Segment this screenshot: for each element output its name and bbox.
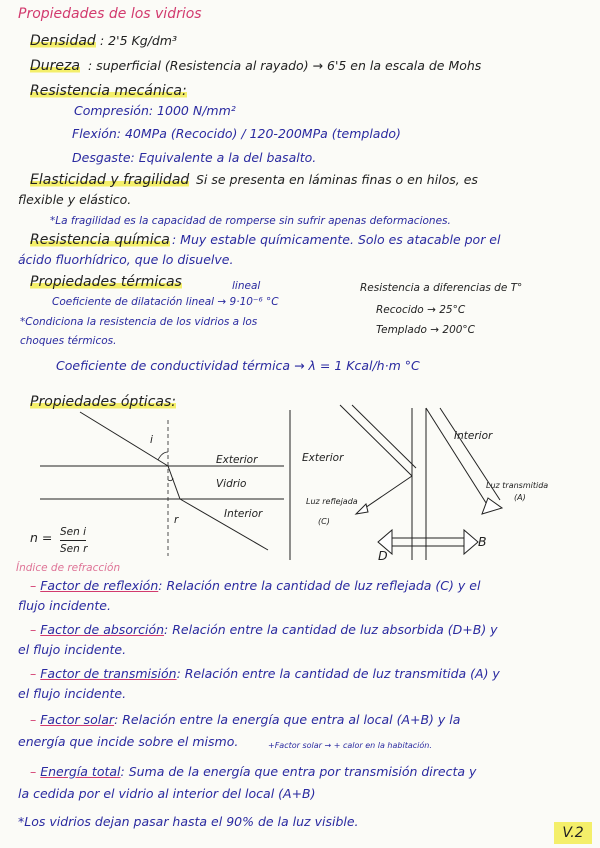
version-badge: V.2	[554, 822, 592, 844]
indice-label: Índice de refracción	[16, 562, 121, 574]
exterior-label-2: Exterior	[302, 452, 344, 464]
densidad-value: : 2'5 Kg/dm³	[100, 33, 177, 48]
compresion-text: Compresión: 1000 N/mm²	[74, 103, 236, 118]
condiciona-text-1: *Condiciona la resistencia de los vidrios a los	[20, 316, 258, 328]
resistencia-quimica-text-1: : Muy estable químicamente. Solo es atacable por el	[172, 232, 501, 247]
factor-absorcion-label: Factor de absorción	[40, 622, 165, 637]
termicas-label: Propiedades térmicas	[30, 274, 182, 290]
factor-solar-text-2: energía que incide sobre el mismo.	[18, 734, 239, 749]
dilatacion-note: lineal	[232, 280, 261, 292]
formula-denominator: Sen r	[60, 543, 88, 555]
label-d: D	[378, 548, 388, 563]
energia-total-label: Energía total	[40, 764, 121, 779]
transmitted-beam-1	[426, 408, 488, 506]
dureza-text: : superficial (Resistencia al rayado) → 6'5 en la escala de Mohs	[88, 58, 482, 73]
reflected-beam	[362, 476, 412, 510]
dureza-label: Dureza	[30, 58, 80, 74]
visible-light-note: *Los vidrios dejan pasar hasta el 90% de la luz visible.	[18, 814, 359, 829]
factor-solar-text: : Relación entre la energía que entra al local (A+B) y la	[114, 712, 461, 727]
factor-solar-line: – Factor solar: Relación entre la energía que entra al local (A+B) y la	[30, 712, 461, 727]
elasticidad-label: Elasticidad y fragilidad	[30, 172, 190, 188]
elasticidad-text-1: Si se presenta en láminas finas o en hilos, es	[196, 172, 478, 187]
factor-transmision-text-2: el flujo incidente.	[18, 686, 127, 701]
luz-transmitida-label: Luz transmitida	[486, 481, 549, 490]
flexion-text: Flexión: 40MPa (Recocido) / 120-200MPa (templado)	[72, 126, 401, 141]
angle-r-label: r	[174, 514, 179, 526]
luz-transmitida-a: (A)	[514, 493, 526, 502]
factor-absorcion-text-2: el flujo incidente.	[18, 642, 127, 657]
templado-text: Templado → 200°C	[376, 324, 476, 336]
formula-numerator: Sen i	[60, 524, 86, 541]
energia-total-line: – Energía total: Suma de la energía que entra por transmisión directa y	[30, 764, 477, 779]
desgaste-text: Desgaste: Equivalente a la del basalto.	[72, 150, 317, 165]
factor-absorcion-text: : Relación entre la cantidad de luz absorbida (D+B) y	[164, 622, 498, 637]
luz-reflejada-c: (C)	[318, 517, 330, 526]
resistencia-quimica-text-2: ácido fluorhídrico, que lo disuelve.	[18, 252, 234, 267]
label-b: B	[478, 534, 487, 549]
interior-label: Interior	[224, 508, 263, 520]
incident-beam-1	[340, 405, 412, 476]
page-title: Propiedades de los vidrios	[18, 6, 202, 22]
factor-reflexion-text: : Relación entre la cantidad de luz reflejada (C) y el	[158, 578, 481, 593]
vidrio-label: Vidrio	[216, 478, 247, 490]
luz-reflejada-label: Luz reflejada	[306, 497, 358, 506]
incident-ray	[80, 412, 168, 466]
recocido-text: Recocido → 25°C	[376, 304, 466, 316]
factor-transmision-text: : Relación entre la cantidad de luz transmitida (A) y	[176, 666, 500, 681]
incident-beam-2	[352, 405, 416, 468]
energia-total-text: : Suma de la energía que entra por transmisión directa y	[120, 764, 477, 779]
factor-absorcion-line: – Factor de absorción: Relación entre la cantidad de luz absorbida (D+B) y	[30, 622, 498, 637]
factor-transmision-label: Factor de transmisión	[40, 666, 177, 681]
resistencia-mecanica-label: Resistencia mecánica:	[30, 83, 187, 99]
densidad-label: Densidad	[30, 33, 96, 49]
fragilidad-note: *La fragilidad es la capacidad de romperse sin sufrir apenas deformaciones.	[50, 215, 451, 227]
factor-reflexion-text-2: flujo incidente.	[18, 598, 111, 613]
angle-i-label: i	[150, 434, 153, 446]
factor-reflexion-line: – Factor de reflexión: Relación entre la cantidad de luz reflejada (C) y el	[30, 578, 481, 593]
resistencia-quimica-label: Resistencia química	[30, 232, 170, 248]
interior-label-2: Interior	[454, 430, 493, 442]
factor-reflexion-label: Factor de reflexión	[40, 578, 159, 593]
resist-temp-title: Resistencia a diferencias de T°	[360, 282, 523, 294]
condiciona-text-2: choques térmicos.	[20, 335, 117, 347]
conductividad-text: Coeficiente de conductividad térmica → λ = 1 Kcal/h·m °C	[56, 358, 420, 373]
formula-n: n =	[30, 530, 53, 545]
opticas-label: Propiedades ópticas:	[30, 394, 176, 410]
dilatacion-text: Coeficiente de dilatación lineal → 9·10⁻⁶ °C	[52, 296, 279, 308]
exterior-label: Exterior	[216, 454, 258, 466]
energia-total-text-2: la cedida por el vidrio al interior del local (A+B)	[18, 786, 316, 801]
elasticidad-text-2: flexible y elástico.	[18, 192, 132, 207]
factor-transmision-line: – Factor de transmisión: Relación entre la cantidad de luz transmitida (A) y	[30, 666, 500, 681]
angle-i-arc	[158, 452, 168, 460]
arrow-b-head	[464, 530, 478, 554]
refracted-ray	[168, 466, 180, 499]
factor-solar-label: Factor solar	[40, 712, 115, 727]
factor-solar-note: +Factor solar → + calor en la habitación.	[268, 741, 432, 750]
